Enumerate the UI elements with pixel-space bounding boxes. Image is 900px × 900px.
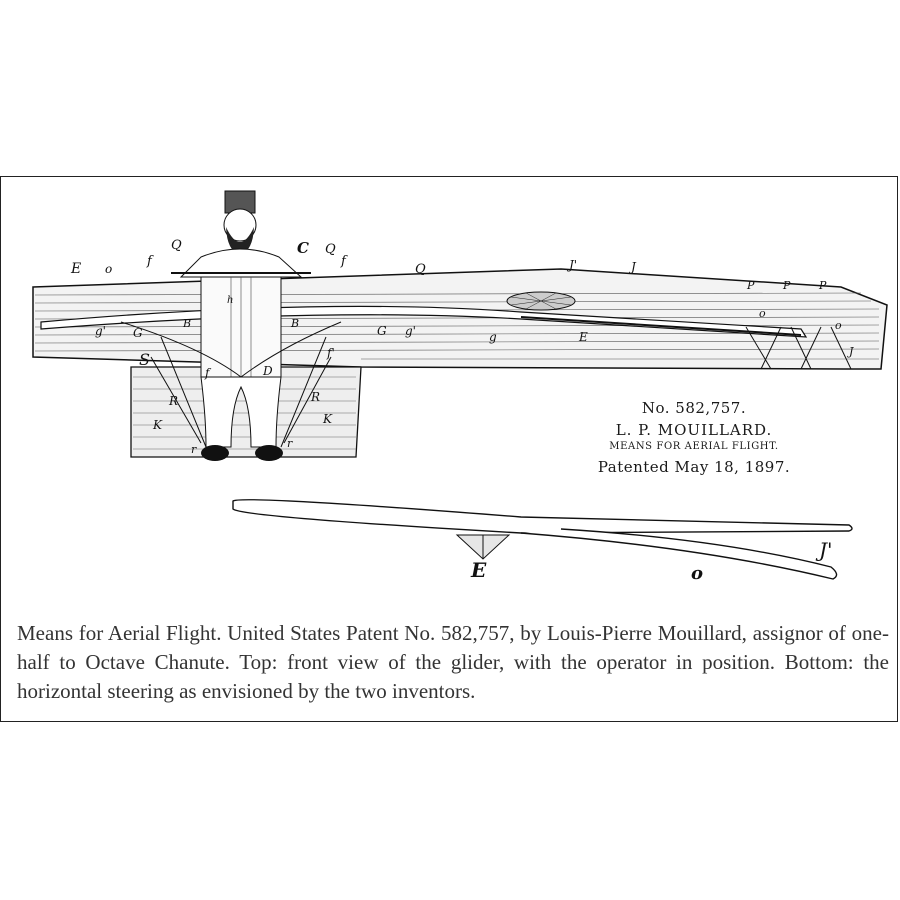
patent-stamp bbox=[579, 399, 809, 476]
svg-text:Q: Q bbox=[171, 238, 182, 253]
patent-date: Patented May 18, 1897. bbox=[597, 458, 791, 476]
svg-text:Q: Q bbox=[415, 262, 426, 277]
svg-text:R: R bbox=[169, 394, 179, 408]
svg-text:g: g bbox=[489, 330, 497, 344]
svg-text:G: G bbox=[377, 324, 387, 338]
svg-text:h: h bbox=[227, 295, 234, 306]
patent-title: MEANS FOR AERIAL FLIGHT. bbox=[609, 441, 779, 452]
svg-text:f: f bbox=[341, 254, 346, 269]
svg-text:J: J bbox=[631, 260, 636, 274]
inventor-name: L. P. MOUILLARD. bbox=[615, 421, 773, 439]
svg-text:P: P bbox=[819, 279, 827, 292]
svg-text:J': J' bbox=[569, 258, 578, 272]
svg-text:f': f' bbox=[327, 346, 335, 360]
svg-text:r: r bbox=[191, 443, 197, 456]
svg-text:G: G bbox=[133, 326, 143, 340]
svg-text:g': g' bbox=[95, 324, 106, 338]
svg-text:C: C bbox=[297, 239, 309, 257]
svg-text:D: D bbox=[263, 364, 273, 378]
svg-text:K: K bbox=[153, 418, 162, 432]
svg-text:o: o bbox=[835, 319, 842, 332]
svg-text:o: o bbox=[759, 307, 766, 320]
svg-text:E: E bbox=[579, 330, 588, 344]
svg-text:B: B bbox=[291, 317, 300, 330]
svg-text:Q: Q bbox=[325, 242, 336, 257]
svg-text:J': J' bbox=[819, 538, 833, 562]
svg-text:P: P bbox=[783, 279, 791, 292]
figure-caption: Means for Aerial Flight. United States Patent No. 582,757, by Louis-Pierre Mouillard, assignor of one-half to Octave Chanute. Top: front view of the glider, with the operator in position. Bottom: the horizontal steering as envisioned by the two inventors. bbox=[17, 621, 889, 703]
svg-text:f: f bbox=[147, 254, 152, 269]
svg-text:o: o bbox=[691, 563, 704, 584]
patent-drawing bbox=[1, 177, 899, 597]
svg-text:B: B bbox=[183, 317, 192, 330]
label-E-top: E bbox=[71, 261, 82, 277]
svg-text:R: R bbox=[311, 390, 321, 404]
svg-text:g': g' bbox=[405, 324, 416, 338]
svg-text:f: f bbox=[205, 366, 210, 380]
svg-text:K: K bbox=[323, 412, 332, 426]
label-O-left: o bbox=[105, 262, 113, 276]
patent-number: No. 582,757. bbox=[641, 399, 747, 417]
svg-text:J: J bbox=[849, 345, 854, 358]
figure-frame bbox=[0, 176, 898, 722]
svg-text:S: S bbox=[139, 350, 150, 369]
steering-diagram bbox=[233, 500, 852, 584]
svg-text:r: r bbox=[287, 437, 293, 450]
svg-text:E: E bbox=[471, 558, 487, 582]
svg-text:P: P bbox=[747, 279, 755, 292]
